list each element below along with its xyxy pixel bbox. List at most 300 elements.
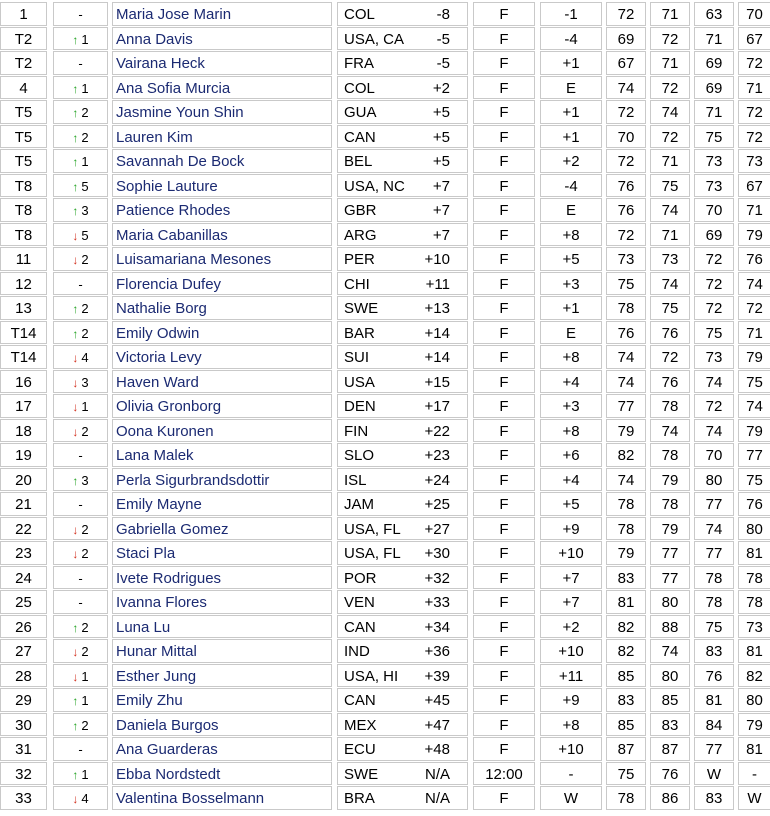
today-score-cell: W — [540, 786, 602, 810]
to-par-score: -5 — [436, 55, 450, 72]
to-par-score: +32 — [424, 569, 450, 587]
round-3-cell: 70 — [694, 198, 734, 222]
round-2-cell: 71 — [650, 2, 690, 26]
country-par-cell — [337, 541, 468, 565]
country-par-cell — [337, 247, 468, 271]
country-code: SLO — [344, 447, 375, 464]
thru-cell: F — [473, 786, 535, 810]
round-3-cell: 77 — [694, 492, 734, 516]
today-score-cell: E — [540, 321, 602, 345]
player-name-link[interactable]: Hunar Mittal — [112, 639, 332, 663]
round-1-cell: 74 — [606, 468, 646, 492]
today-score-cell: +10 — [540, 541, 602, 565]
thru-cell: F — [473, 296, 535, 320]
position-cell: 11 — [0, 247, 47, 271]
round-2-cell: 88 — [650, 615, 690, 639]
country-par-cell — [337, 664, 468, 688]
round-1-cell: 76 — [606, 174, 646, 198]
player-name-link[interactable]: Vairana Heck — [112, 51, 332, 75]
to-par-score: N/A — [424, 790, 450, 807]
round-2-cell: 76 — [650, 321, 690, 345]
round-1-cell: 85 — [606, 713, 646, 737]
today-score-cell: +7 — [540, 566, 602, 590]
arrow-up-icon: ↑ — [72, 179, 79, 194]
round-4-cell: 73 — [738, 615, 770, 639]
movement-cell — [53, 468, 108, 492]
movement-cell — [53, 76, 108, 100]
country-code: USA — [344, 373, 375, 391]
round-1-cell: 82 — [606, 639, 646, 663]
player-name-link[interactable]: Perla Sigurbrandsdottir — [112, 468, 332, 492]
round-1-cell: 78 — [606, 492, 646, 516]
position-cell: T2 — [0, 51, 47, 75]
country-par-cell — [337, 27, 468, 51]
round-1-cell: 82 — [606, 615, 646, 639]
to-par-score: +2 — [432, 79, 450, 97]
table-row — [0, 688, 770, 713]
player-name-link[interactable]: Patience Rhodes — [112, 198, 332, 222]
round-2-cell: 85 — [650, 688, 690, 712]
round-4-cell: 80 — [738, 517, 770, 541]
position-cell: T8 — [0, 174, 47, 198]
country-code: USA, FL — [344, 545, 401, 562]
thru-cell: F — [473, 321, 535, 345]
player-name-link[interactable]: Jasmine Youn Shin — [112, 100, 332, 124]
player-name-link[interactable]: Luna Lu — [112, 615, 332, 639]
round-2-cell: 71 — [650, 223, 690, 247]
country-par-cell — [337, 296, 468, 320]
movement-cell — [53, 149, 108, 173]
thru-cell: F — [473, 443, 535, 467]
position-cell: 32 — [0, 762, 47, 786]
player-name-link[interactable]: Sophie Lauture — [112, 174, 332, 198]
round-3-cell: 77 — [694, 737, 734, 761]
country-par-cell — [337, 370, 468, 394]
round-2-cell: 80 — [650, 590, 690, 614]
country-par-cell — [337, 174, 468, 198]
round-2-cell: 71 — [650, 51, 690, 75]
arrow-up-icon: ↑ — [72, 81, 79, 96]
country-code: CHI — [344, 275, 370, 293]
thru-cell: F — [473, 247, 535, 271]
today-score-cell: +2 — [540, 615, 602, 639]
round-3-cell: 63 — [694, 2, 734, 26]
round-3-cell: 69 — [694, 51, 734, 75]
movement-cell — [53, 2, 108, 26]
today-score-cell: +3 — [540, 394, 602, 418]
round-2-cell: 74 — [650, 419, 690, 443]
round-4-cell: 71 — [738, 321, 770, 345]
player-name-link[interactable]: Anna Davis — [112, 27, 332, 51]
round-4-cell: 67 — [738, 27, 770, 51]
country-code: BEL — [344, 153, 373, 170]
position-cell: 19 — [0, 443, 47, 467]
position-cell: 18 — [0, 419, 47, 443]
round-4-cell: 81 — [738, 541, 770, 565]
to-par-score: +15 — [424, 373, 450, 391]
table-row — [0, 468, 770, 493]
arrow-down-icon: ↓ — [72, 522, 79, 537]
table-row — [0, 247, 770, 272]
round-4-cell: - — [738, 762, 770, 786]
player-name-link[interactable]: Emily Mayne — [112, 492, 332, 516]
thru-cell: F — [473, 639, 535, 663]
no-change-dash: - — [78, 570, 83, 586]
movement-count: 5 — [81, 178, 89, 194]
movement-count: 4 — [81, 350, 89, 365]
country-par-cell — [337, 786, 468, 810]
round-3-cell: 77 — [694, 541, 734, 565]
country-par-cell — [337, 223, 468, 247]
player-name-link[interactable]: Staci Pla — [112, 541, 332, 565]
to-par-score: +24 — [424, 471, 450, 489]
thru-cell: 12:00 — [473, 762, 535, 786]
table-row — [0, 345, 770, 370]
position-cell: 28 — [0, 664, 47, 688]
position-cell: 4 — [0, 76, 47, 100]
round-3-cell: 84 — [694, 713, 734, 737]
round-2-cell: 78 — [650, 443, 690, 467]
country-par-cell — [337, 394, 468, 418]
player-name-link[interactable]: Daniela Burgos — [112, 713, 332, 737]
player-name-link[interactable]: Lana Malek — [112, 443, 332, 467]
table-row — [0, 443, 770, 468]
player-name-link[interactable]: Haven Ward — [112, 370, 332, 394]
thru-cell: F — [473, 713, 535, 737]
movement-cell — [53, 125, 108, 149]
movement-count: 2 — [81, 105, 89, 120]
today-score-cell: - — [540, 762, 602, 786]
round-1-cell: 72 — [606, 100, 646, 124]
country-par-cell — [337, 125, 468, 149]
country-code: SWE — [344, 765, 379, 783]
thru-cell: F — [473, 468, 535, 492]
movement-cell — [53, 247, 108, 271]
country-par-cell — [337, 443, 468, 467]
movement-cell — [53, 615, 108, 639]
movement-cell — [53, 345, 108, 369]
to-par-score: +45 — [424, 692, 450, 709]
country-code: USA, HI — [344, 667, 399, 685]
movement-cell — [53, 762, 108, 786]
arrow-up-icon: ↑ — [72, 694, 79, 708]
round-4-cell: 72 — [738, 125, 770, 149]
round-1-cell: 74 — [606, 76, 646, 100]
country-par-cell — [337, 2, 468, 26]
country-par-cell — [337, 345, 468, 369]
no-change-dash: - — [78, 497, 83, 512]
table-row — [0, 590, 770, 615]
round-4-cell: W — [738, 786, 770, 810]
movement-cell — [53, 713, 108, 737]
country-par-cell — [337, 762, 468, 786]
round-3-cell: 72 — [694, 394, 734, 418]
round-1-cell: 76 — [606, 198, 646, 222]
round-2-cell: 78 — [650, 394, 690, 418]
movement-cell — [53, 664, 108, 688]
country-code: GBR — [344, 202, 377, 219]
round-4-cell: 72 — [738, 296, 770, 320]
to-par-score: +27 — [424, 520, 450, 538]
round-3-cell: 74 — [694, 370, 734, 394]
round-2-cell: 71 — [650, 149, 690, 173]
arrow-down-icon: ↓ — [72, 669, 79, 684]
player-name-link[interactable]: Maria Jose Marin — [112, 2, 332, 26]
country-code: ARG — [344, 226, 377, 244]
player-name-link[interactable]: Gabriella Gomez — [112, 517, 332, 541]
player-name-link[interactable]: Lauren Kim — [112, 125, 332, 149]
movement-count: 1 — [81, 399, 89, 414]
to-par-score: +33 — [424, 594, 450, 611]
country-code: BRA — [344, 790, 375, 807]
country-code: ISL — [344, 471, 367, 489]
player-name-link[interactable]: Maria Cabanillas — [112, 223, 332, 247]
round-3-cell: 73 — [694, 149, 734, 173]
arrow-up-icon: ↑ — [72, 718, 79, 733]
country-code: POR — [344, 569, 377, 587]
no-change-dash: - — [78, 7, 83, 22]
position-cell: 33 — [0, 786, 47, 810]
thru-cell: F — [473, 590, 535, 614]
round-3-cell: 73 — [694, 345, 734, 369]
movement-cell — [53, 541, 108, 565]
round-2-cell: 74 — [650, 272, 690, 296]
movement-cell — [53, 566, 108, 590]
round-1-cell: 67 — [606, 51, 646, 75]
movement-cell — [53, 517, 108, 541]
arrow-down-icon: ↓ — [72, 228, 79, 243]
thru-cell: F — [473, 394, 535, 418]
round-1-cell: 74 — [606, 370, 646, 394]
arrow-down-icon: ↓ — [72, 547, 79, 561]
country-code: VEN — [344, 594, 375, 611]
today-score-cell: E — [540, 198, 602, 222]
movement-cell — [53, 639, 108, 663]
position-cell: 27 — [0, 639, 47, 663]
round-4-cell: 79 — [738, 345, 770, 369]
thru-cell: F — [473, 100, 535, 124]
round-1-cell: 85 — [606, 664, 646, 688]
thru-cell: F — [473, 370, 535, 394]
position-cell: 17 — [0, 394, 47, 418]
position-cell: 25 — [0, 590, 47, 614]
player-name-link[interactable]: Oona Kuronen — [112, 419, 332, 443]
player-name-link[interactable]: Florencia Dufey — [112, 272, 332, 296]
thru-cell: F — [473, 615, 535, 639]
country-code: DEN — [344, 398, 376, 415]
table-row — [0, 737, 770, 762]
today-score-cell: +8 — [540, 713, 602, 737]
country-code: CAN — [344, 618, 376, 636]
thru-cell: F — [473, 345, 535, 369]
thru-cell: F — [473, 27, 535, 51]
movement-count: 2 — [81, 301, 89, 316]
movement-cell — [53, 198, 108, 222]
today-score-cell: +2 — [540, 149, 602, 173]
table-row — [0, 615, 770, 640]
thru-cell: F — [473, 174, 535, 198]
player-name-link[interactable]: Ana Sofia Murcia — [112, 76, 332, 100]
round-4-cell: 81 — [738, 737, 770, 761]
player-name-link[interactable]: Valentina Bosselmann — [112, 786, 332, 810]
thru-cell: F — [473, 517, 535, 541]
today-score-cell: +1 — [540, 125, 602, 149]
today-score-cell: +4 — [540, 370, 602, 394]
round-3-cell: 73 — [694, 174, 734, 198]
to-par-score: +36 — [424, 643, 450, 660]
round-3-cell: W — [694, 762, 734, 786]
player-name-link[interactable]: Olivia Gronborg — [112, 394, 332, 418]
player-name-link[interactable]: Ivete Rodrigues — [112, 566, 332, 590]
round-3-cell: 72 — [694, 296, 734, 320]
thru-cell: F — [473, 2, 535, 26]
movement-cell — [53, 443, 108, 467]
table-row — [0, 296, 770, 321]
movement-count: 5 — [81, 227, 89, 243]
round-4-cell: 73 — [738, 149, 770, 173]
to-par-score: +14 — [424, 324, 450, 342]
thru-cell: F — [473, 125, 535, 149]
round-3-cell: 75 — [694, 321, 734, 345]
round-3-cell: 71 — [694, 100, 734, 124]
player-name-link[interactable]: Luisamariana Mesones — [112, 247, 332, 271]
position-cell: 12 — [0, 272, 47, 296]
player-name-link[interactable]: Ana Guarderas — [112, 737, 332, 761]
country-code: FIN — [344, 422, 369, 440]
round-4-cell: 76 — [738, 247, 770, 271]
to-par-score: N/A — [424, 765, 450, 783]
round-1-cell: 82 — [606, 443, 646, 467]
round-2-cell: 77 — [650, 566, 690, 590]
player-name-link[interactable]: Savannah De Bock — [112, 149, 332, 173]
today-score-cell: -4 — [540, 27, 602, 51]
player-name-link[interactable]: Emily Odwin — [112, 321, 332, 345]
arrow-down-icon: ↓ — [72, 253, 79, 267]
arrow-up-icon: ↑ — [72, 106, 79, 120]
country-code: SUI — [344, 349, 370, 366]
table-row — [0, 51, 770, 76]
round-3-cell: 75 — [694, 125, 734, 149]
country-code: GUA — [344, 104, 377, 121]
round-3-cell: 83 — [694, 639, 734, 663]
thru-cell: F — [473, 51, 535, 75]
round-2-cell: 72 — [650, 27, 690, 51]
arrow-down-icon: ↓ — [72, 792, 79, 806]
round-4-cell: 75 — [738, 468, 770, 492]
round-2-cell: 76 — [650, 370, 690, 394]
thru-cell: F — [473, 664, 535, 688]
round-2-cell: 72 — [650, 125, 690, 149]
country-par-cell — [337, 688, 468, 712]
no-change-dash: - — [78, 595, 83, 610]
table-row — [0, 198, 770, 223]
table-row — [0, 762, 770, 787]
round-2-cell: 79 — [650, 517, 690, 541]
position-cell: T8 — [0, 198, 47, 222]
player-name-link[interactable]: Emily Zhu — [112, 688, 332, 712]
round-3-cell: 72 — [694, 247, 734, 271]
round-1-cell: 70 — [606, 125, 646, 149]
movement-count: 3 — [81, 203, 89, 218]
arrow-down-icon: ↓ — [72, 375, 79, 390]
round-4-cell: 79 — [738, 419, 770, 443]
round-4-cell: 79 — [738, 713, 770, 737]
position-cell: 16 — [0, 370, 47, 394]
movement-count: 2 — [81, 619, 89, 635]
today-score-cell: +1 — [540, 100, 602, 124]
round-3-cell: 75 — [694, 615, 734, 639]
table-row — [0, 664, 770, 689]
round-1-cell: 78 — [606, 296, 646, 320]
round-4-cell: 81 — [738, 639, 770, 663]
to-par-score: +30 — [424, 545, 450, 562]
today-score-cell: +9 — [540, 688, 602, 712]
round-1-cell: 72 — [606, 2, 646, 26]
today-score-cell: +8 — [540, 345, 602, 369]
round-3-cell: 71 — [694, 27, 734, 51]
round-3-cell: 83 — [694, 786, 734, 810]
movement-cell — [53, 786, 108, 810]
round-2-cell: 78 — [650, 492, 690, 516]
to-par-score: +7 — [432, 177, 450, 195]
movement-count: 1 — [81, 80, 89, 96]
arrow-up-icon: ↑ — [72, 155, 79, 169]
to-par-score: +5 — [432, 153, 450, 170]
to-par-score: +47 — [424, 716, 450, 734]
country-par-cell — [337, 468, 468, 492]
thru-cell: F — [473, 198, 535, 222]
today-score-cell: -4 — [540, 174, 602, 198]
player-name-link[interactable]: Ivanna Flores — [112, 590, 332, 614]
table-row — [0, 76, 770, 101]
round-1-cell: 72 — [606, 149, 646, 173]
movement-cell — [53, 492, 108, 516]
position-cell: 24 — [0, 566, 47, 590]
round-2-cell: 80 — [650, 664, 690, 688]
to-par-score: +22 — [424, 422, 450, 440]
round-4-cell: 75 — [738, 370, 770, 394]
to-par-score: +39 — [424, 667, 450, 685]
country-par-cell — [337, 590, 468, 614]
round-1-cell: 78 — [606, 517, 646, 541]
player-name-link[interactable]: Esther Jung — [112, 664, 332, 688]
country-par-cell — [337, 639, 468, 663]
country-par-cell — [337, 51, 468, 75]
arrow-up-icon: ↑ — [72, 326, 79, 341]
table-row — [0, 125, 770, 150]
movement-count: 2 — [81, 325, 89, 341]
round-1-cell: 69 — [606, 27, 646, 51]
to-par-score: +5 — [432, 104, 450, 121]
player-name-link[interactable]: Victoria Levy — [112, 345, 332, 369]
country-code: PER — [344, 251, 375, 268]
round-4-cell: 70 — [738, 2, 770, 26]
to-par-score: +17 — [424, 398, 450, 415]
movement-cell — [53, 737, 108, 761]
round-2-cell: 87 — [650, 737, 690, 761]
movement-count: 2 — [81, 423, 89, 439]
round-1-cell: 78 — [606, 786, 646, 810]
to-par-score: +10 — [424, 251, 450, 268]
player-name-link[interactable]: Nathalie Borg — [112, 296, 332, 320]
position-cell: 13 — [0, 296, 47, 320]
table-row — [0, 639, 770, 664]
country-code: USA, FL — [344, 520, 401, 538]
country-code: IND — [344, 643, 370, 660]
movement-cell — [53, 590, 108, 614]
position-cell: 29 — [0, 688, 47, 712]
player-name-link[interactable]: Ebba Nordstedt — [112, 762, 332, 786]
